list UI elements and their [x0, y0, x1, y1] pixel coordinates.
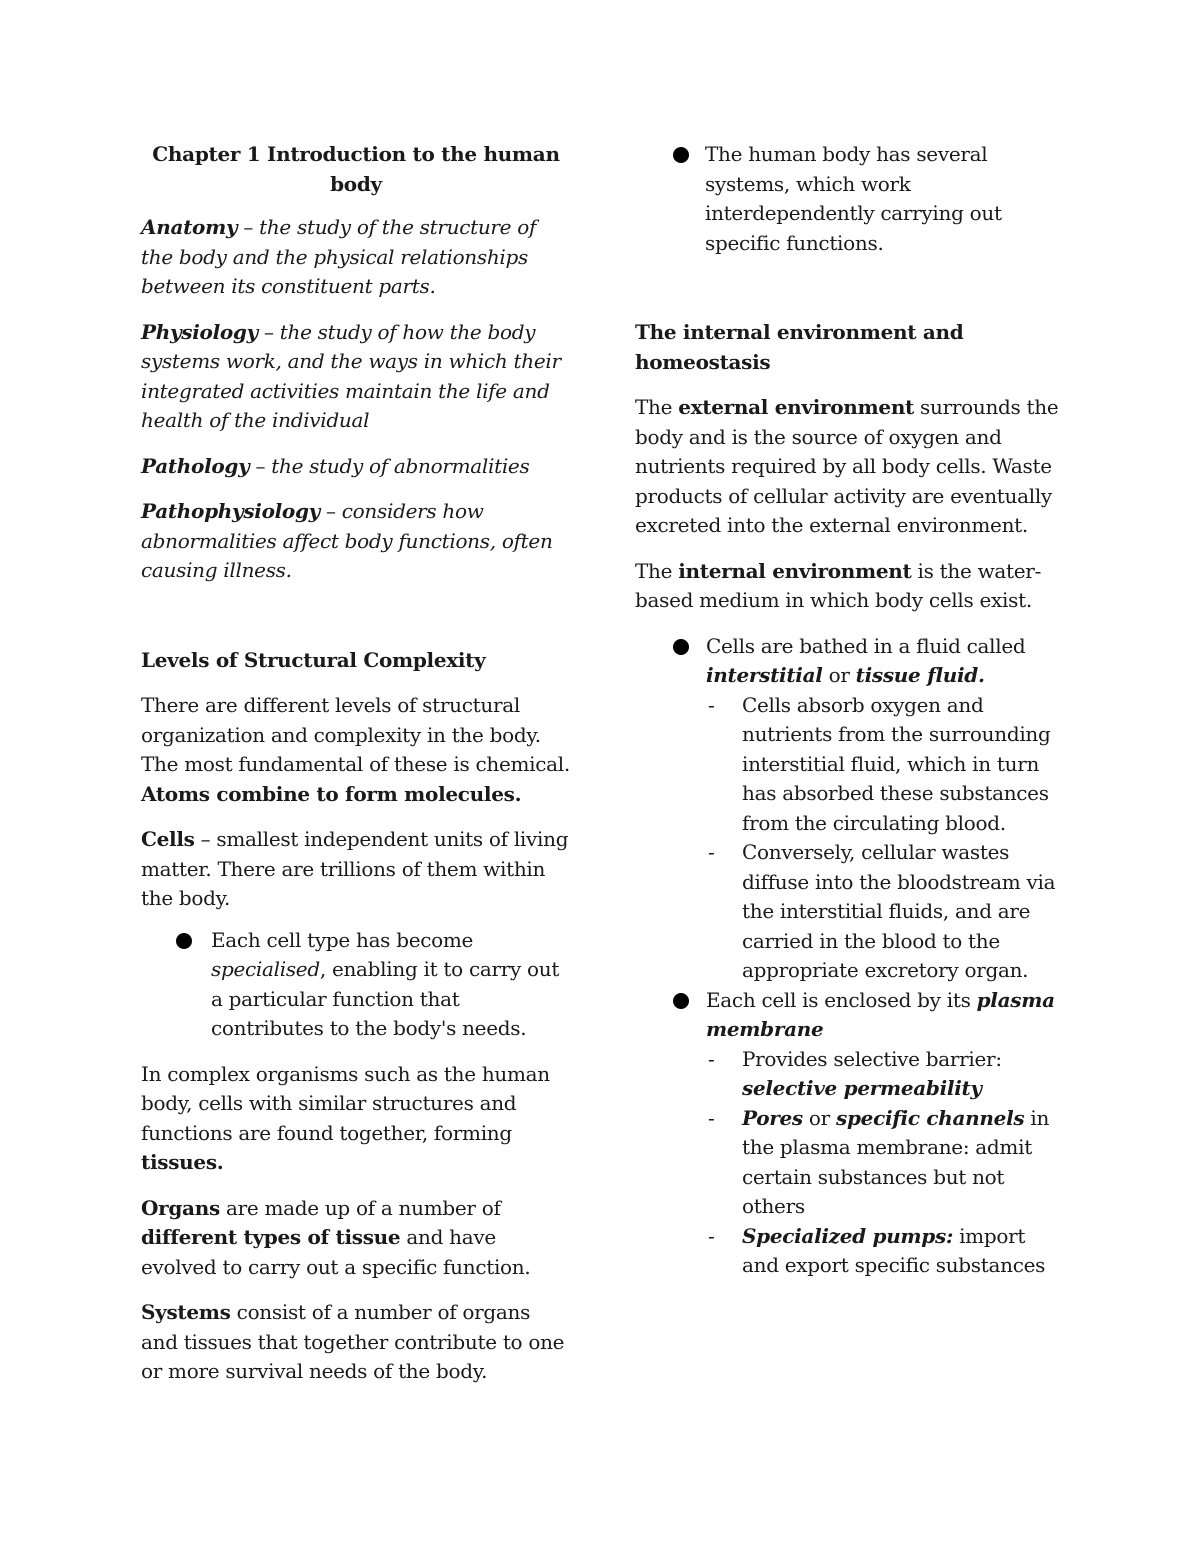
dash-text: Provides selective barrier:	[742, 1046, 1002, 1071]
systems-term: Systems	[141, 1300, 231, 1324]
paragraph-text: is the water-based medium in which body cells exist.	[635, 558, 1042, 612]
section-heading-internal: The internal environment and homeostasis	[635, 320, 964, 374]
systems-text: consist of a number of organs and tissues that together contribute to one or more survival needs of the body.	[141, 1300, 565, 1383]
bullet-text: , enabling it to carry out a particular function that contributes to the body's needs.	[211, 957, 560, 1040]
definition-pathology	[141, 452, 571, 482]
organs-term: Organs	[141, 1195, 220, 1220]
dash-marker: -	[708, 1046, 715, 1071]
paragraph-text: The	[635, 395, 679, 419]
systems-bullet-list	[635, 140, 1065, 258]
tissues-bold: tissues.	[141, 1150, 224, 1174]
organs-text: and have evolved to carry out a specific function.	[141, 1225, 531, 1279]
systems-paragraph	[141, 1298, 571, 1387]
cells-text: – smallest independent units of living matter. There are trillions of them within the body.	[141, 827, 569, 910]
list-item	[706, 1045, 1065, 1104]
paragraph-text: surrounds the body and is the source of oxygen and nutrients required by all body cells. Waste products of cellular activity are eventually excreted into the external environment.	[635, 395, 1059, 537]
bullet-text: Each cell is enclosed by its	[706, 987, 977, 1012]
dash-text: import and export specific substances	[742, 1223, 1046, 1277]
tissues-text: In complex organisms such as the human body, cells with similar structures and functions are found together, forming	[141, 1061, 550, 1145]
specialized-pumps-bold-italic: Specialized pumps:	[742, 1223, 954, 1248]
list-item	[635, 632, 1065, 986]
pores-bold-italic: Pores	[742, 1105, 803, 1130]
external-environment-paragraph	[635, 393, 1065, 541]
tissue-fluid-bold-italic: tissue fluid.	[855, 663, 985, 687]
chapter-title: Chapter 1 Introduction to the human body	[152, 142, 560, 196]
list-item	[706, 838, 1065, 986]
dash-text: or	[802, 1105, 836, 1130]
paragraph-text: The	[635, 558, 679, 583]
external-bold: external environment	[678, 395, 914, 419]
bullet-text: The human body has several systems, which work interdependently carrying out specific functions.	[705, 142, 1002, 255]
dash-marker: -	[708, 840, 715, 864]
atoms-bold: Atoms combine to form molecules.	[141, 781, 522, 806]
internal-environment-paragraph	[635, 557, 1065, 616]
definition-text: – the study of abnormalities	[249, 453, 530, 478]
tissues-paragraph	[141, 1060, 571, 1178]
bullet-dot-icon	[673, 147, 689, 163]
list-item	[634, 140, 1065, 258]
cells-bullet-list	[141, 926, 571, 1044]
bullet-dot-icon	[673, 639, 689, 655]
list-item	[141, 926, 571, 1044]
cells-paragraph	[141, 825, 571, 914]
levels-paragraph	[141, 691, 571, 809]
definition-physiology	[141, 318, 571, 436]
term-anatomy: Anatomy	[141, 215, 238, 239]
section-heading-levels: Levels of Structural Complexity	[141, 647, 486, 672]
dash-marker: -	[708, 692, 715, 717]
organs-text: are made up of a number of	[219, 1195, 501, 1220]
list-item	[706, 691, 1065, 839]
bullet-text: Each cell type has become	[211, 927, 474, 952]
dash-marker: -	[708, 1105, 715, 1130]
term-pathophysiology: Pathophysiology	[141, 499, 320, 523]
left-column	[141, 140, 571, 1403]
organs-bold: different types of tissue	[141, 1225, 401, 1249]
list-item	[706, 1222, 1065, 1281]
internal-bold: internal environment	[678, 558, 912, 583]
bullet-text: Cells are bathed in a fluid called	[706, 633, 1026, 658]
definition-text: – considers how abnormalities affect body functions, often causing illness.	[141, 499, 553, 582]
cells-term: Cells	[141, 827, 195, 851]
list-item	[706, 1104, 1065, 1222]
specialised-italic: specialised	[211, 957, 320, 981]
bullet-dot-icon	[176, 933, 192, 949]
dash-text: Cells absorb oxygen and nutrients from the surrounding interstitial fluid, which in turn has absorbed these substances from the circulating blood.	[742, 692, 1051, 835]
dash-marker: -	[708, 1223, 715, 1248]
term-pathology: Pathology	[141, 453, 250, 478]
selective-permeability-bold-italic: selective permeability	[742, 1076, 982, 1100]
dash-list	[706, 1045, 1065, 1281]
definition-anatomy	[141, 213, 571, 302]
plasma-membrane-bold-italic: plasma membrane	[706, 987, 1055, 1041]
bullet-dot-icon	[673, 993, 689, 1009]
term-physiology: Physiology	[141, 319, 258, 344]
definition-text: – the study of how the body systems work, and the ways in which their integrated activities maintain the life and health of the individual	[141, 319, 561, 432]
definition-text: – the study of the structure of the body and the physical relationships between its constituent parts.	[141, 215, 537, 298]
dash-text: Conversely, cellular wastes diffuse into the bloodstream via the interstitial fluids, and are carried in the blood to the appropriate excretory organ.	[742, 840, 1056, 982]
interstitial-bold-italic: interstitial	[706, 663, 823, 687]
levels-text: There are different levels of structural organization and complexity in the body. The most fundamental of these is chemical.	[141, 693, 570, 776]
specific-channels-bold-italic: specific channels	[836, 1105, 1025, 1130]
cell-environment-bullets	[635, 632, 1065, 1281]
organs-paragraph	[141, 1194, 571, 1283]
dash-list	[706, 691, 1065, 986]
definition-pathophysiology	[141, 497, 571, 586]
dash-text: in the plasma membrane: admit certain substances but not others	[742, 1105, 1050, 1218]
bullet-text: or	[822, 663, 856, 687]
right-column	[635, 140, 1065, 1281]
list-item	[635, 986, 1065, 1281]
